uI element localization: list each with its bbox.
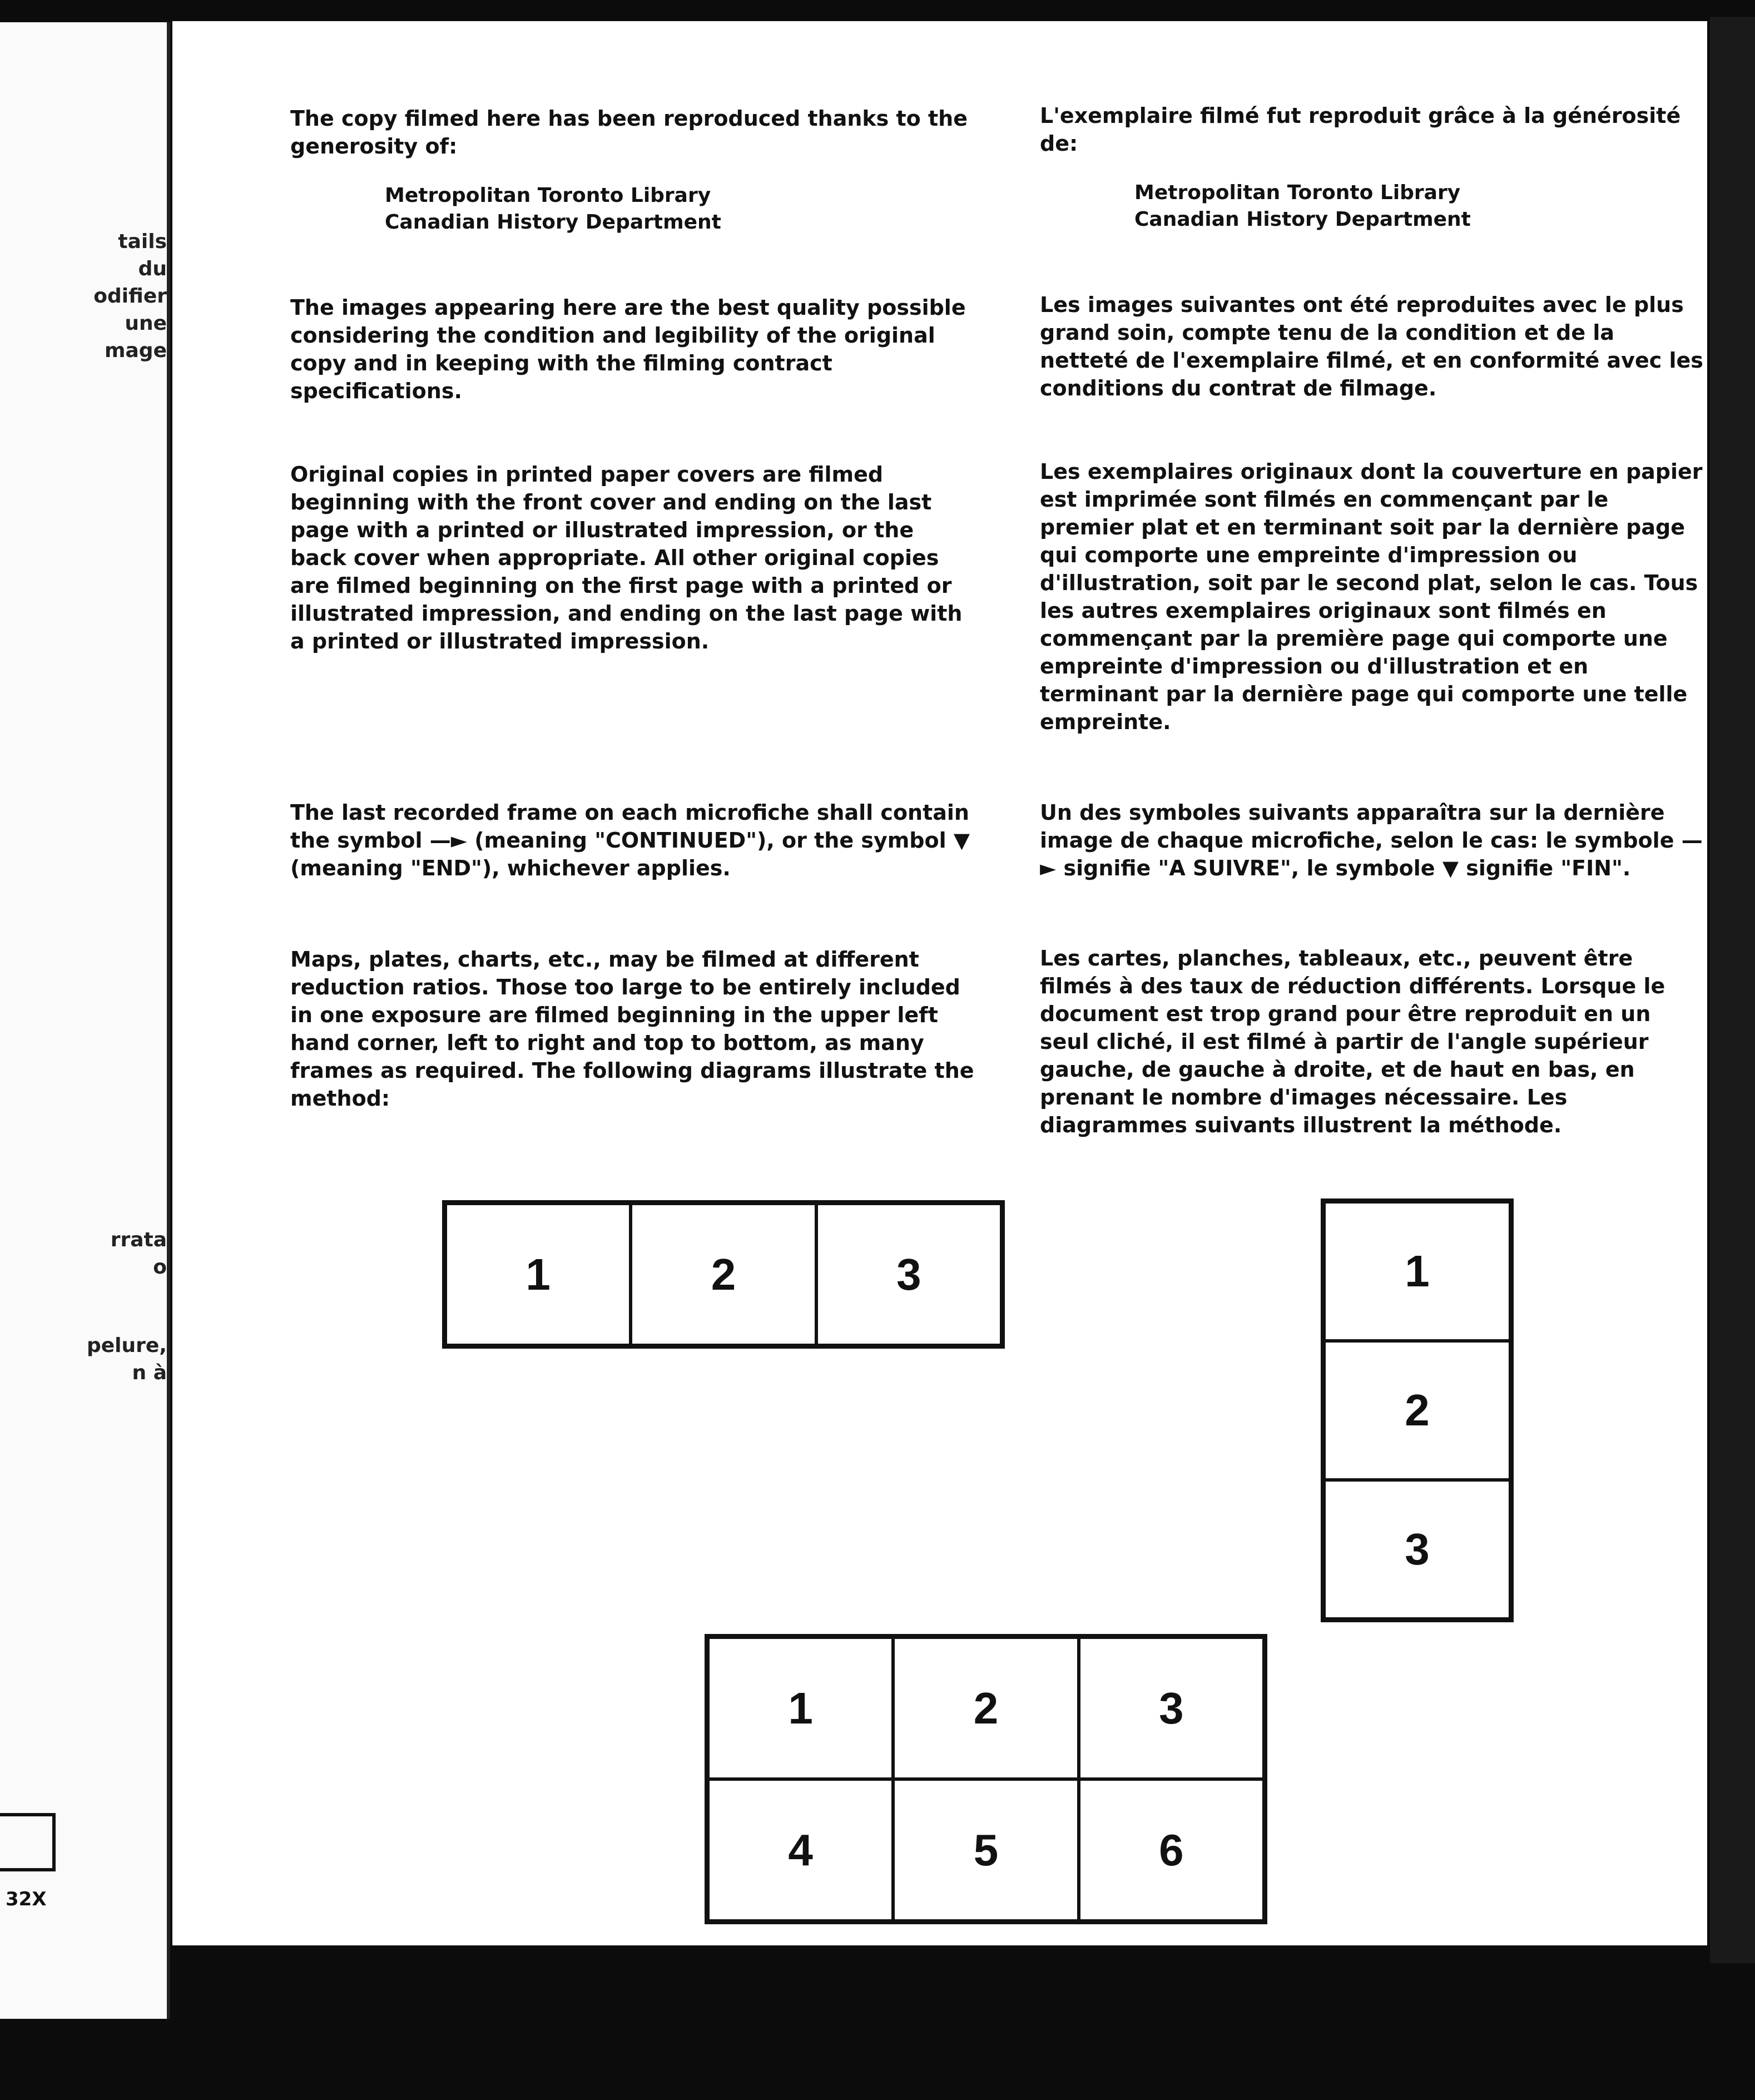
french-originals-paragraph: Les exemplaires originaux dont la couverture en papier est imprimée sont filmés en commençant par le premier plat et en terminant soit par la dernière page qui comporte une empreinte d'impression ou d'illustration, soit par le second plat, selon le cas. Tous les autres exemplaires originaux sont filmés en commençant par la première page qui comporte une empreinte d'impression ou d'illustration et en terminant par la dernière page qui comporte une telle empreinte. [1040,459,1703,734]
fragment-line: n à [132,1361,167,1384]
frame-cell: 2 [893,1637,1078,1779]
fragment-line: tails [118,230,167,253]
continued-arrow-icon: —► [1040,828,1703,880]
frame-text-b: (meaning "CONTINUED"), or the symbol [474,828,946,853]
frame-text-c: (meaning "END"), whichever applies. [290,856,731,880]
library-department: Canadian History Department [385,211,721,234]
english-column [290,105,974,1111]
frame-text-c: signifie "FIN". [1466,856,1631,880]
english-library [290,182,974,236]
diagram-two-by-three-grid [705,1634,1267,1924]
frame-cell: 2 [631,1203,816,1345]
library-name: Metropolitan Toronto Library [1134,181,1461,204]
frame-cell: 3 [1324,1480,1510,1619]
frame-cell: 1 [1324,1202,1510,1341]
fragment-box [0,1813,56,1871]
english-frame-paragraph [290,799,974,882]
fragment-line: odifier [93,285,167,308]
french-maps-paragraph: Les cartes, planches, tableaux, etc., peuvent être filmés à des taux de réduction différents. Lorsque le document est trop grand pour être reproduit en un seul cliché, il est filmé à partir de l'angle supérieur gauche, de gauche à droite, et de haut en bas, en prenant le nombre d'images nécessaire. Les diagrammes suivants illustrent la méthode. [1040,946,1665,1137]
frame-cell: 1 [708,1637,893,1779]
french-intro: L'exemplaire filmé fut reproduit grâce à la générosité de: [1040,103,1681,156]
left-fragment-text-low [87,1332,167,1386]
end-triangle-icon: ▼ [953,828,970,853]
end-triangle-icon: ▼ [1442,856,1459,880]
frame-cell: 6 [1079,1779,1264,1921]
english-originals-paragraph: Original copies in printed paper covers are filmed beginning with the front cover and ending on the last page with a printed or illustrated impression, or the back cover when appropriate. All other original copies are filmed beginning on the first page with a printed or illustrated impression, and ending on the last page with a printed or illustrated impression. [290,462,963,653]
frame-text-a: The last recorded frame on each microfiche shall contain the symbol [290,800,969,853]
main-page [172,21,1707,1945]
frame-cell: 1 [445,1203,631,1345]
fragment-line: mage [105,339,167,362]
diagram-horizontal-row [442,1200,1005,1349]
english-quality-paragraph: The images appearing here are the best quality possible considering the condition and legibility of the original copy and in keeping with the filming contract specifications. [290,295,966,403]
english-maps-paragraph: Maps, plates, charts, etc., may be filmed at different reduction ratios. Those too large to be entirely included in one exposure are filmed beginning in the upper left hand corner, left to right and top to bottom, as many frames as required. The following diagrams illustrate the method: [290,947,974,1111]
frame-cell: 3 [816,1203,1002,1345]
library-name: Metropolitan Toronto Library [385,184,711,207]
left-fragment-text-top [93,228,167,364]
fragment-line: pelure, [87,1334,167,1357]
frame-cell: 4 [708,1779,893,1921]
french-library [1040,180,1707,233]
french-column [1040,102,1707,1137]
left-page-fragment [0,22,170,2019]
fragment-line: une [125,312,167,335]
film-edge-strip [1710,17,1755,1963]
frame-cell: 5 [893,1779,1078,1921]
library-department: Canadian History Department [1134,208,1471,231]
frame-cell: 2 [1324,1341,1510,1480]
continued-arrow-icon: —► [429,828,468,853]
english-intro: The copy filmed here has been reproduced thanks to the generosity of: [290,106,968,159]
fragment-line: o [153,1256,167,1279]
fragment-line: rrata [110,1229,167,1251]
diagram-vertical-column [1321,1198,1514,1622]
reduction-scale: 32X [6,1888,47,1910]
french-quality-paragraph: Les images suivantes ont été reproduites avec le plus grand soin, compte tenu de la condition et de la netteté de l'exemplaire filmé, et en conformité avec les conditions du contrat de filmage. [1040,293,1703,400]
left-fragment-text-mid [111,1226,167,1281]
frame-cell: 3 [1079,1637,1264,1779]
frame-text-b: signifie "A SUIVRE", le symbole [1063,856,1435,880]
french-frame-paragraph [1040,799,1707,882]
fragment-line: du [138,257,167,280]
frame-text-a: Un des symboles suivants apparaîtra sur la dernière image de chaque microfiche, selon le cas: le symbole [1040,800,1674,853]
